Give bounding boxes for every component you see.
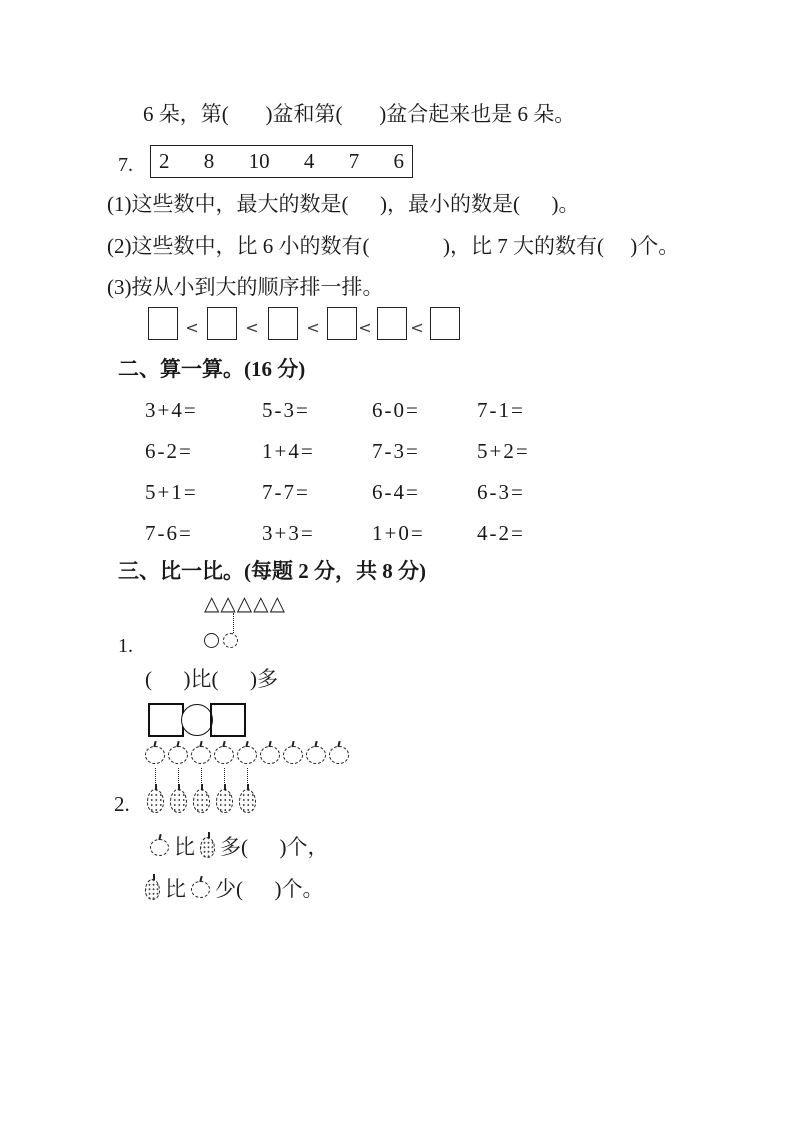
- circle-row: [204, 633, 242, 648]
- strawberry-icon: [170, 789, 187, 813]
- calc-problem: 1+4=: [262, 439, 315, 463]
- apple-row: [145, 746, 352, 764]
- calc-problem: 1+0=: [372, 521, 425, 545]
- calc-problem: 6-0=: [372, 398, 420, 422]
- triangle-icon: △: [220, 591, 236, 615]
- triangle-icon: △: [236, 591, 253, 615]
- q7-sub-question-2: (2)这些数中，比 6 小的数有( )，比 7 大的数有( )个。: [107, 234, 680, 258]
- circle-icon: [223, 633, 238, 648]
- apple-icon: [237, 746, 257, 764]
- strawberry-icon: [239, 789, 256, 813]
- q7-number: 10: [248, 149, 270, 174]
- q7-number: 2: [159, 149, 170, 174]
- strawberry-icon: [145, 879, 160, 900]
- circle-icon: [204, 633, 219, 648]
- calc-problem: 5-3=: [262, 398, 310, 422]
- strawberry-row: [147, 789, 262, 813]
- strawberry-icon: [200, 837, 215, 858]
- calc-problem: 5+1=: [145, 480, 198, 504]
- item1-answer-line: ( )比( )多: [145, 667, 278, 691]
- q7-number-box: [150, 145, 413, 178]
- section-calc-heading: 二、算一算。(16 分): [118, 357, 306, 381]
- apple-icon: [150, 839, 169, 856]
- q7-number: 6: [393, 149, 404, 174]
- q7-sub-question-3: (3)按从小到大的顺序排一排。: [107, 275, 384, 299]
- less-than-symbol: <: [245, 318, 259, 337]
- apple-icon: [191, 881, 210, 898]
- apple-icon: [329, 746, 349, 764]
- calc-problem: 6-4=: [372, 480, 420, 504]
- calc-problem: 6-3=: [477, 480, 525, 504]
- ordering-box: [327, 307, 357, 340]
- section-compare-heading: 三、比一比。(每题 2 分，共 8 分): [118, 559, 426, 583]
- ordering-box: [268, 307, 298, 340]
- apple-icon: [306, 746, 326, 764]
- ordering-box: [148, 307, 178, 340]
- triangle-icon: △: [269, 591, 285, 615]
- connector-row: [145, 768, 405, 789]
- q7-sub-question-1: (1)这些数中，最大的数是( )，最小的数是( )。: [107, 192, 580, 216]
- calc-problem: 6-2=: [145, 439, 193, 463]
- apple-icon: [145, 746, 165, 764]
- calc-problem: 7-6=: [145, 521, 193, 545]
- less-than-symbol: <: [185, 318, 199, 337]
- answer-square: [210, 703, 246, 737]
- item1-label: 1.: [118, 635, 133, 657]
- connector-line: [233, 613, 234, 633]
- q7-number: 7: [348, 149, 360, 174]
- item2-line1: [145, 834, 329, 860]
- compare-word: 比: [174, 835, 195, 859]
- calc-problem: 3+4=: [145, 398, 198, 422]
- strawberry-icon: [193, 789, 210, 813]
- item2-line1-tail: 多( )个，: [220, 835, 329, 859]
- answer-circle: [181, 704, 213, 736]
- item2-line2-tail: 少( )个。: [215, 877, 324, 901]
- ordering-box: [430, 307, 460, 340]
- calc-grid: [145, 397, 567, 561]
- ordering-row: [148, 307, 468, 347]
- item2-line2: [140, 876, 324, 902]
- apple-icon: [260, 746, 280, 764]
- compare-word: 比: [165, 877, 186, 901]
- calc-problem: 5+2=: [477, 439, 530, 463]
- ordering-box: [207, 307, 237, 340]
- calc-problem: 7-1=: [477, 398, 525, 422]
- less-than-symbol: <: [306, 318, 320, 337]
- ordering-box: [377, 307, 407, 340]
- calc-problem: 3+3=: [262, 521, 315, 545]
- answer-square: [148, 703, 184, 737]
- less-than-symbol: <: [358, 318, 372, 337]
- less-than-symbol: <: [410, 318, 424, 337]
- calc-problem: 7-7=: [262, 480, 310, 504]
- q7-label: 7.: [118, 154, 133, 176]
- strawberry-icon: [147, 789, 164, 813]
- apple-icon: [168, 746, 188, 764]
- apple-icon: [214, 746, 234, 764]
- apple-icon: [191, 746, 211, 764]
- calc-problem: 4-2=: [477, 521, 525, 545]
- calc-problem: 7-3=: [372, 439, 420, 463]
- triangle-icon: △: [204, 591, 220, 615]
- triangle-icon: △: [253, 591, 269, 615]
- q7-number: 4: [303, 149, 315, 174]
- triangle-row: [204, 592, 286, 614]
- strawberry-icon: [216, 789, 233, 813]
- intro-continuation-line: 6 朵，第( )盆和第( )盆合起来也是 6 朵。: [143, 102, 576, 126]
- apple-icon: [283, 746, 303, 764]
- q7-number: 8: [203, 149, 215, 174]
- item2-label: 2.: [114, 792, 130, 816]
